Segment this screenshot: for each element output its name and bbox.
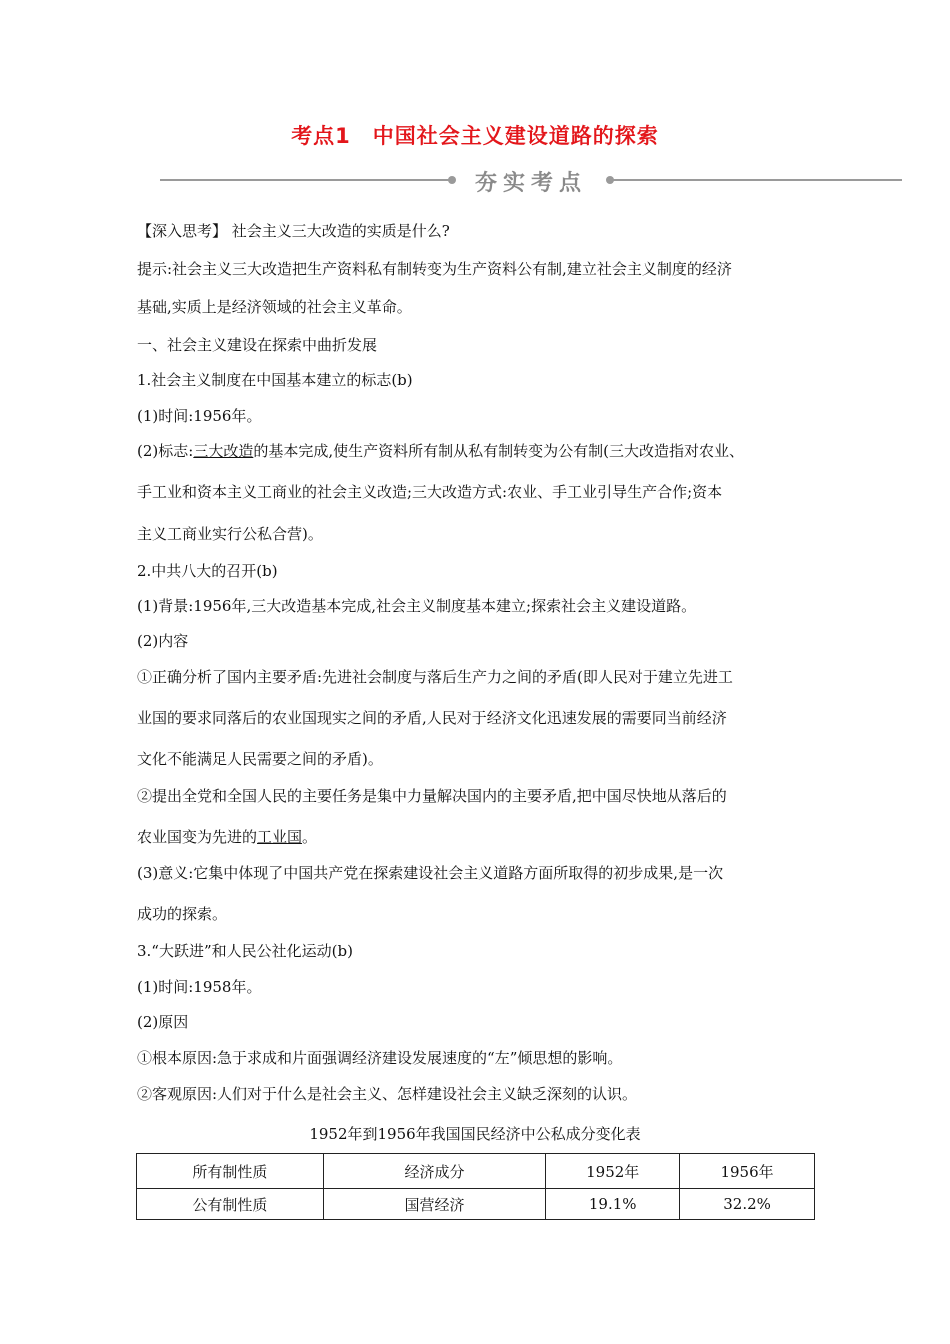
- think-question-text: 社会主义三大改造的实质是什么?: [231, 222, 450, 240]
- item1-mark: [137, 441, 744, 461]
- item2-content-1-line-1: ①正确分析了国内主要矛盾:先进社会制度与落后生产力之间的矛盾(即人民对于建立先进工: [137, 668, 733, 686]
- section-heading: 一、社会主义建设在探索中曲折发展: [137, 336, 378, 354]
- item1-heading: 1.社会主义制度在中国基本建立的标志(b): [137, 371, 413, 389]
- hint-line-1: 提示:社会主义三大改造把生产资料私有制转变为生产资料公有制,建立社会主义制度的经济: [137, 260, 732, 278]
- item2-content-1-line-2: 业国的要求同落后的农业国现实之间的矛盾,人民对于经济文化迅速发展的需要同当前经济: [137, 709, 727, 727]
- item3-time: (1)时间:1958年。: [137, 978, 262, 996]
- table-cell: 国营经济: [323, 1189, 546, 1220]
- banner-label: 夯实考点: [474, 171, 587, 196]
- table-header-cell: 所有制性质: [137, 1154, 324, 1189]
- item3-reason-2: ②客观原因:人们对于什么是社会主义、怎样建设社会主义缺乏深刻的认识。: [137, 1085, 638, 1103]
- item1-mark-prefix: (2)标志:: [137, 442, 194, 460]
- table-cell: 公有制性质: [137, 1189, 324, 1220]
- item3-reason: (2)原因: [137, 1013, 189, 1031]
- table-caption: 1952年到1956年我国国民经济中公私成分变化表: [309, 1125, 641, 1143]
- item1-mark-underlined: 三大改造: [193, 442, 254, 460]
- think-question: [137, 221, 450, 241]
- item2-meaning-line-1: (3)意义:它集中体现了中国共产党在探索建设社会主义道路方面所取得的初步成果,是一次: [137, 864, 724, 882]
- item2-content-2-prefix: 农业国变为先进的: [137, 828, 258, 846]
- ownership-table: [136, 1153, 815, 1220]
- table-header-row: [137, 1154, 815, 1189]
- table-cell: 32.2%: [680, 1189, 815, 1220]
- table-header-cell: 1956年: [680, 1154, 815, 1189]
- item3-reason-1: ①根本原因:急于求成和片面强调经济建设发展速度的“左”倾思想的影响。: [137, 1049, 623, 1067]
- item2-content-2-line-2: [137, 827, 317, 847]
- page-title: 考点1 中国社会主义建设道路的探索: [291, 124, 659, 148]
- item2-content-2-underlined: 工业国: [257, 828, 303, 846]
- think-tag: 【深入思考】: [137, 222, 228, 240]
- section-banner: [160, 166, 902, 194]
- banner-divider-left: [160, 179, 450, 181]
- item2-content-2-suffix: 。: [302, 828, 318, 846]
- item1-mark-rest: 的基本完成,使生产资料所有制从私有制转变为公有制(三大改造指对农业、: [253, 442, 744, 460]
- item3-heading: 3.“大跃进”和人民公社化运动(b): [137, 942, 353, 960]
- item1-time: (1)时间:1956年。: [137, 407, 262, 425]
- table-cell: 19.1%: [546, 1189, 680, 1220]
- item2-heading: 2.中共八大的召开(b): [137, 562, 278, 580]
- item2-content-2-line-1: ②提出全党和全国人民的主要任务是集中力量解决国内的主要矛盾,把中国尽快地从落后的: [137, 787, 727, 805]
- table-row: [137, 1189, 815, 1220]
- item1-mark-line-3: 主义工商业实行公私合营)。: [137, 525, 323, 543]
- hint-line-2: 基础,实质上是经济领域的社会主义革命。: [137, 298, 412, 316]
- table-header-cell: 经济成分: [323, 1154, 546, 1189]
- banner-dot-left: [448, 176, 456, 184]
- item2-meaning-line-2: 成功的探索。: [137, 905, 228, 923]
- table-header-cell: 1952年: [546, 1154, 680, 1189]
- item1-mark-line-2: 手工业和资本主义工商业的社会主义改造;三大改造方式:农业、手工业引导生产合作;资本: [137, 483, 723, 501]
- item2-background: (1)背景:1956年,三大改造基本完成,社会主义制度基本建立;探索社会主义建设道路。: [137, 597, 697, 615]
- item2-content: (2)内容: [137, 632, 189, 650]
- item2-content-1-line-3: 文化不能满足人民需要之间的矛盾)。: [137, 750, 383, 768]
- banner-divider-right: [612, 179, 902, 181]
